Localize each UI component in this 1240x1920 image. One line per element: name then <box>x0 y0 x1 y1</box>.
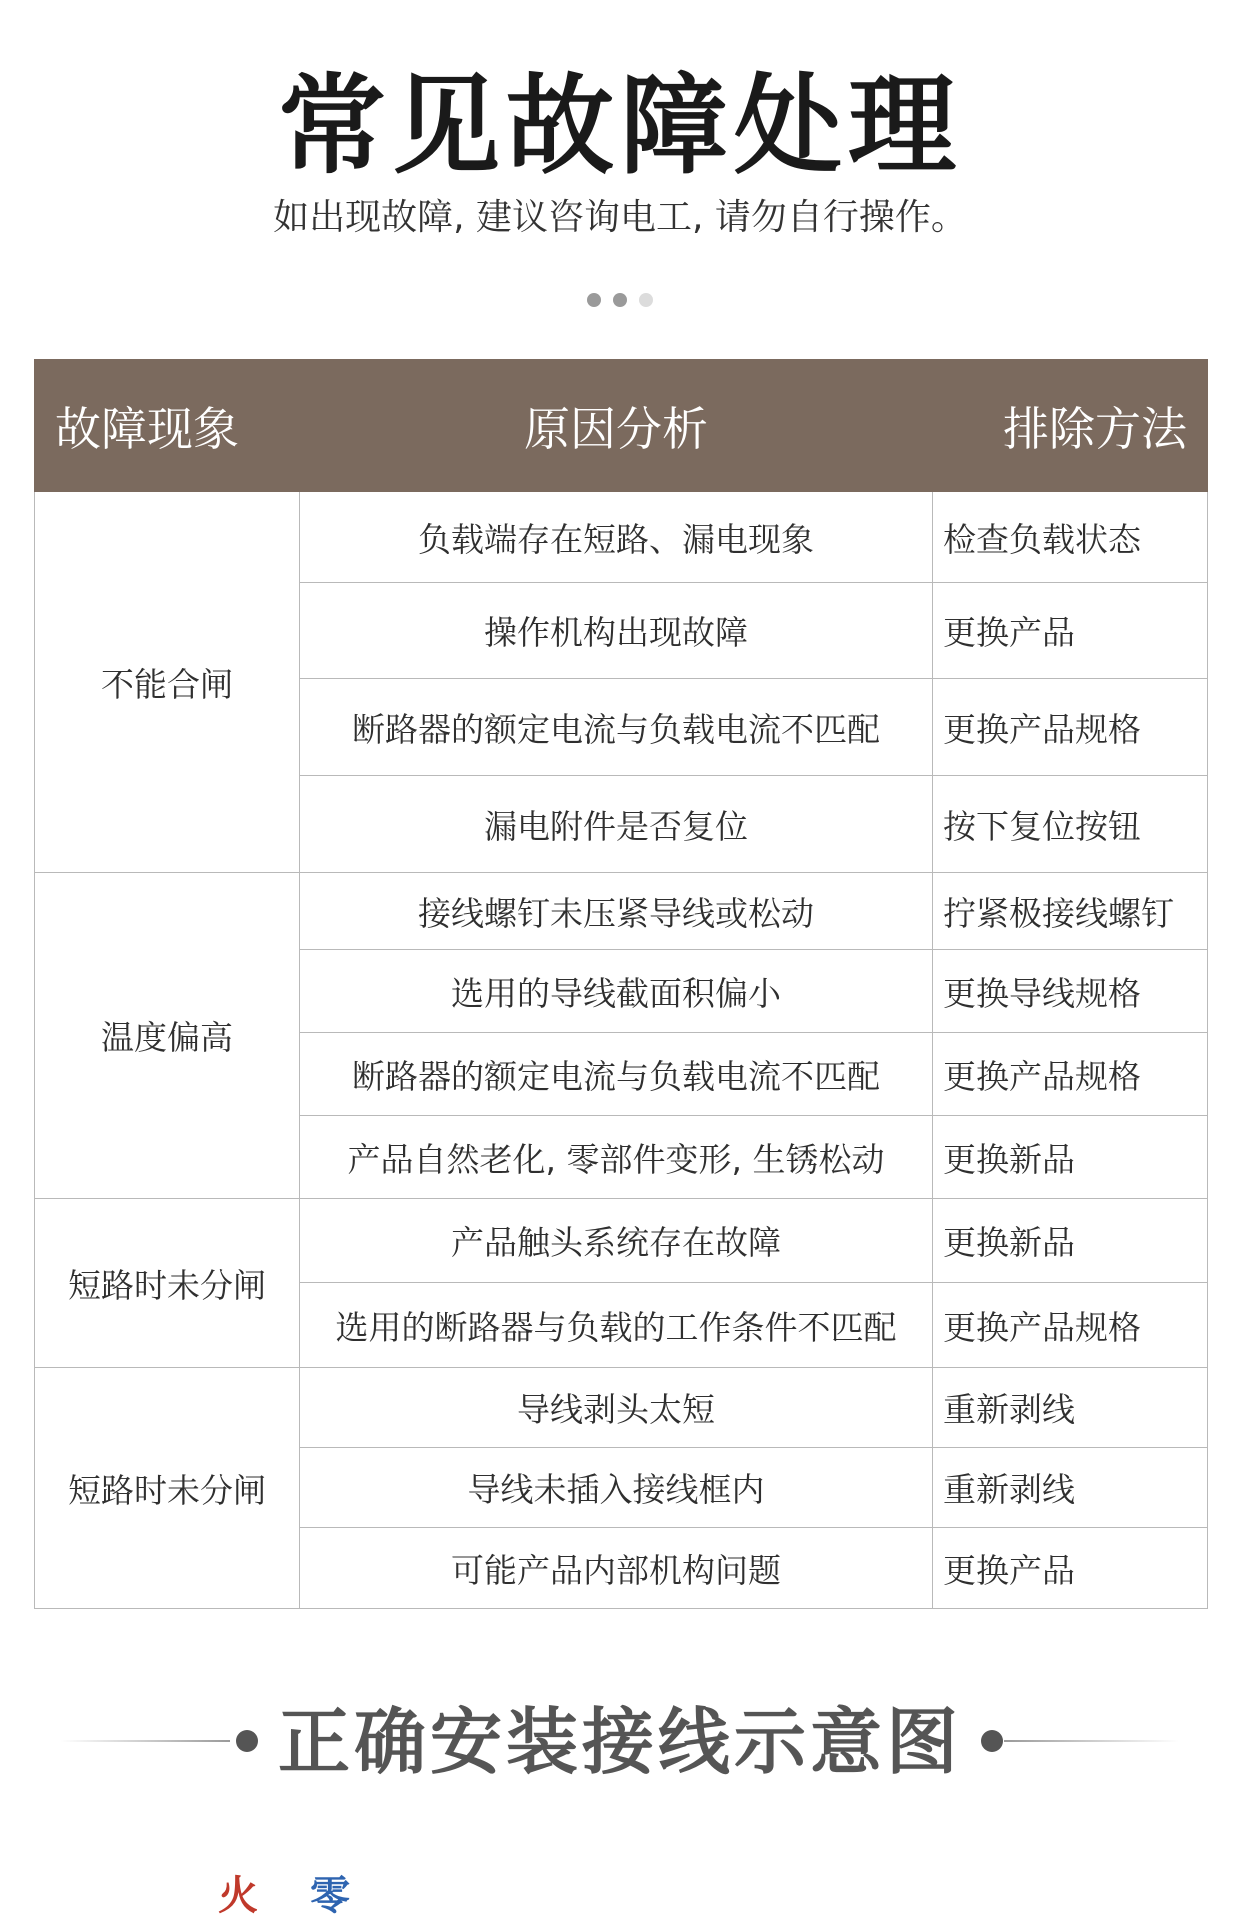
table-row <box>35 1368 1208 1448</box>
live-wire-label: 火 <box>218 1873 258 1919</box>
fix-cell: 更换新品 <box>933 1116 1208 1199</box>
fix-cell: 重新剥线 <box>933 1448 1208 1528</box>
cause-cell: 产品自然老化, 零部件变形, 生锈松动 <box>300 1116 933 1199</box>
fault-table <box>34 359 1208 1609</box>
cause-cell: 断路器的额定电流与负载电流不匹配 <box>300 1033 933 1116</box>
fix-cell: 更换产品 <box>933 583 1208 679</box>
fix-cell: 拧紧极接线螺钉 <box>933 873 1208 950</box>
cause-cell: 可能产品内部机构问题 <box>300 1528 933 1609</box>
symptom-cell: 温度偏高 <box>35 873 300 1199</box>
cause-cell: 产品触头系统存在故障 <box>300 1199 933 1283</box>
cause-cell: 导线未插入接线框内 <box>300 1448 933 1528</box>
section-heading <box>0 1692 1240 1792</box>
cause-cell: 选用的导线截面积偏小 <box>300 950 933 1033</box>
page-title: 常见故障处理 <box>277 64 962 189</box>
cause-cell: 接线螺钉未压紧导线或松动 <box>300 873 933 950</box>
bullet-dot <box>981 1730 1003 1752</box>
header-cause: 原因分析 <box>300 360 933 492</box>
fix-cell: 更换产品规格 <box>933 1283 1208 1368</box>
fix-cell: 检查负载状态 <box>933 492 1208 583</box>
divider-line <box>1004 1740 1179 1742</box>
table-row <box>35 873 1208 950</box>
table-row <box>35 492 1208 583</box>
fix-cell: 重新剥线 <box>933 1368 1208 1448</box>
header-fix: 排除方法 <box>933 360 1208 492</box>
bullet-dot <box>236 1730 258 1752</box>
fix-cell: 更换产品 <box>933 1528 1208 1609</box>
symptom-cell: 不能合闸 <box>35 492 300 873</box>
fix-cell: 更换产品规格 <box>933 679 1208 776</box>
carousel-dot[interactable] <box>587 293 601 307</box>
header-symptom: 故障现象 <box>35 360 300 492</box>
divider-line <box>60 1740 230 1742</box>
cause-cell: 导线剥头太短 <box>300 1368 933 1448</box>
fix-cell: 更换导线规格 <box>933 950 1208 1033</box>
carousel-indicator <box>0 293 1240 307</box>
symptom-cell: 短路时未分闸 <box>35 1199 300 1368</box>
cause-cell: 漏电附件是否复位 <box>300 776 933 873</box>
carousel-dot[interactable] <box>639 293 653 307</box>
symptom-cell: 短路时未分闸 <box>35 1368 300 1609</box>
cause-cell: 操作机构出现故障 <box>300 583 933 679</box>
neutral-wire-label: 零 <box>310 1873 350 1919</box>
table-header-row <box>35 360 1208 492</box>
cause-cell: 断路器的额定电流与负载电流不匹配 <box>300 679 933 776</box>
cause-cell: 负载端存在短路、漏电现象 <box>300 492 933 583</box>
fix-cell: 更换产品规格 <box>933 1033 1208 1116</box>
fix-cell: 按下复位按钮 <box>933 776 1208 873</box>
cause-cell: 选用的断路器与负载的工作条件不匹配 <box>300 1283 933 1368</box>
carousel-dot[interactable] <box>613 293 627 307</box>
fix-cell: 更换新品 <box>933 1199 1208 1283</box>
table-row <box>35 1199 1208 1283</box>
section-title: 正确安装接线示意图 <box>277 1700 962 1784</box>
page-subtitle: 如出现故障, 建议咨询电工, 请勿自行操作。 <box>273 197 967 238</box>
